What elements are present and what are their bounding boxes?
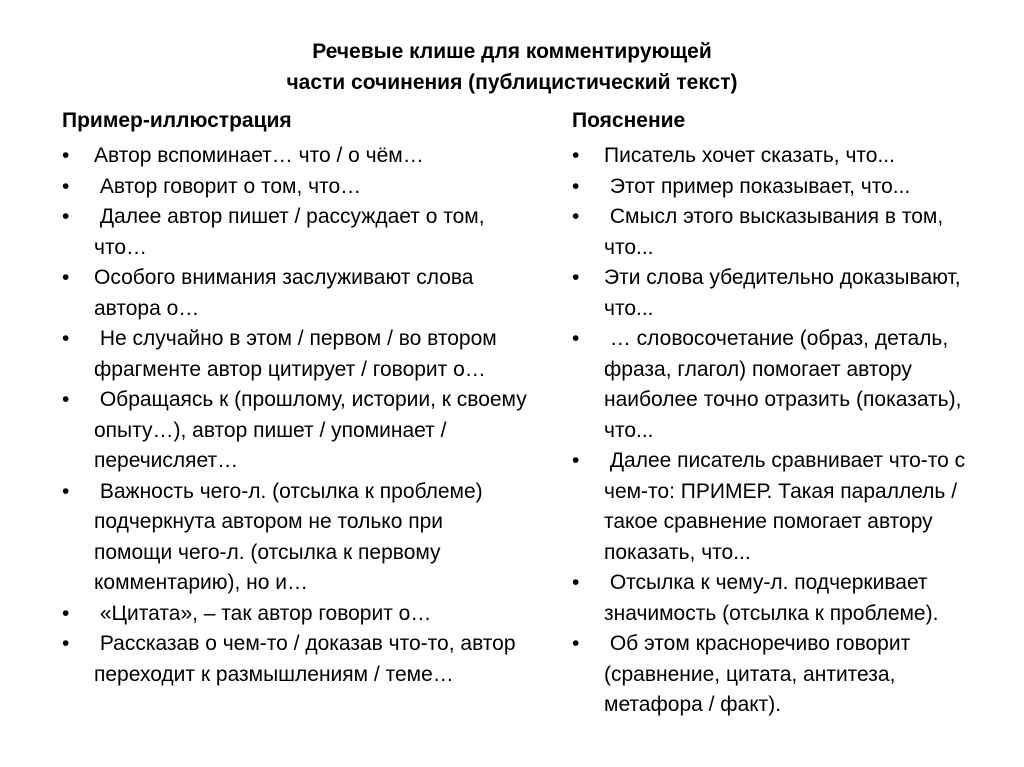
bullet-marker: •: [62, 205, 70, 228]
list-item-line: Далее автор пишет / рассуждает о том,: [94, 205, 485, 228]
list-item-line: что…: [94, 235, 148, 259]
list-item: [62, 202, 582, 263]
list-item: [62, 599, 582, 630]
list-item-line: показать, что...: [604, 540, 751, 564]
bullet-marker: •: [572, 205, 580, 228]
list-item-line: перечисляет…: [94, 449, 239, 472]
list-item-line: метафора / факт).: [604, 693, 782, 716]
list-item: [572, 324, 1012, 446]
bullet-marker: •: [572, 327, 580, 350]
list-item-line: Важность чего-л. (отсылка к проблеме): [94, 479, 483, 503]
bullet-marker: •: [62, 266, 70, 289]
list-item: [572, 568, 1012, 629]
list-item: [62, 477, 582, 599]
bullet-marker: •: [572, 449, 580, 472]
list-item-line: значимость (отсылка к проблеме).: [604, 601, 939, 625]
explanation-column-heading: Пояснение: [572, 109, 686, 132]
list-item-line: Рассказав о чем-то / доказав что-то, автор: [94, 632, 516, 655]
explanation-list: [572, 141, 1012, 721]
list-item-line: Эти слова убедительно доказывают,: [604, 266, 961, 289]
bullet-marker: •: [62, 601, 70, 625]
list-item: [62, 629, 582, 690]
list-item-line: фраза, глагол) помогает автору: [604, 357, 912, 381]
list-item: [572, 446, 1012, 568]
slide-title: [0, 36, 1024, 98]
list-item-line: Автор говорит о том, что…: [94, 174, 362, 198]
list-item-line: … словосочетание (образ, деталь,: [604, 327, 949, 350]
example-column: [62, 107, 582, 690]
bullet-marker: •: [62, 327, 70, 350]
list-item-line: Далее писатель сравнивает что-то с: [604, 449, 966, 472]
bullet-marker: •: [572, 144, 580, 167]
list-item-line: переходит к размышлениям / теме…: [94, 662, 454, 686]
list-item: [572, 141, 1012, 172]
list-item-line: (сравнение, цитата, антитеза,: [604, 662, 896, 686]
list-item-line: автора о…: [94, 296, 200, 320]
list-item-line: чем-то: ПРИМЕР. Такая параллель /: [604, 479, 958, 503]
list-item-line: такое сравнение помогает автору: [604, 510, 933, 533]
list-item-line: что...: [604, 296, 654, 320]
example-column-heading: Пример-иллюстрация: [62, 109, 292, 132]
slide-title-line-2: части сочинения (публицистический текст): [286, 71, 738, 94]
list-item-line: Обращаясь к (прошлому, истории, к своему: [94, 388, 527, 411]
bullet-marker: •: [62, 479, 70, 503]
example-list: [62, 141, 582, 690]
bullet-marker: •: [572, 174, 580, 198]
list-item: [62, 263, 582, 324]
list-item-line: помощи чего-л. (отсылка к первому: [94, 540, 441, 564]
list-item: [572, 263, 1012, 324]
bullet-marker: •: [62, 388, 70, 411]
bullet-marker: •: [572, 571, 580, 594]
list-item-line: Писатель хочет сказать, что...: [604, 144, 895, 167]
bullet-marker: •: [572, 632, 580, 655]
list-item: [572, 629, 1012, 721]
list-item-line: наиболее точно отразить (показать),: [604, 388, 962, 411]
list-item-line: опыту…), автор пишет / упоминает /: [94, 418, 447, 442]
list-item-line: Смысл этого высказывания в том,: [604, 205, 944, 228]
list-item-line: что...: [604, 235, 654, 259]
list-item-line: фрагменте автор цитирует / говорит о…: [94, 357, 486, 381]
list-item: [62, 385, 582, 477]
list-item-line: подчеркнута автором не только при: [94, 510, 444, 533]
explanation-column: [572, 107, 1012, 721]
list-item-line: Особого внимания заслуживают слова: [94, 266, 474, 289]
list-item-line: Об этом красноречиво говорит: [604, 632, 911, 655]
list-item: [572, 172, 1012, 203]
list-item: [62, 141, 582, 172]
list-item: [572, 202, 1012, 263]
list-item: [62, 172, 582, 203]
list-item: [62, 324, 582, 385]
list-item-line: Не случайно в этом / первом / во втором: [94, 327, 497, 350]
list-item-line: комментарию), но и…: [94, 571, 308, 594]
bullet-marker: •: [572, 266, 580, 289]
bullet-marker: •: [62, 174, 70, 198]
list-item-line: «Цитата», – так автор говорит о…: [94, 601, 432, 625]
list-item-line: Отсылка к чему-л. подчеркивает: [604, 571, 928, 594]
slide-title-line-1: Речевые клише для комментирующей: [312, 40, 712, 63]
list-item-line: Этот пример показывает, что...: [604, 174, 911, 198]
bullet-marker: •: [62, 144, 70, 167]
bullet-marker: •: [62, 632, 70, 655]
list-item-line: что...: [604, 418, 654, 442]
list-item-line: Автор вспоминает… что / о чём…: [94, 144, 424, 167]
